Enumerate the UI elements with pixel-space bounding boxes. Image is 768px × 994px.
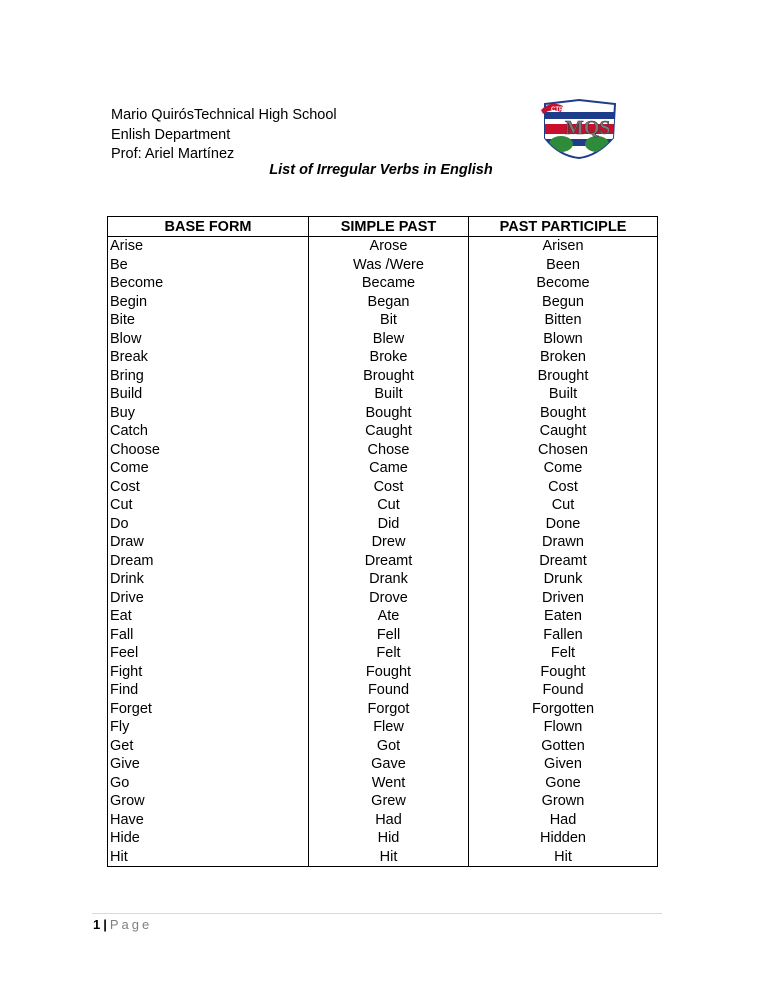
past-participle-cell: Forgotten — [469, 700, 658, 719]
simple-past-cell: Blew — [309, 330, 469, 349]
simple-past-cell: Hit — [309, 848, 469, 867]
base-form-cell: Do — [108, 515, 309, 534]
past-participle-cell: Had — [469, 811, 658, 830]
base-form-cell: Come — [108, 459, 309, 478]
table-row — [108, 552, 658, 571]
simple-past-cell: Brought — [309, 367, 469, 386]
past-participle-cell: Arisen — [469, 237, 658, 256]
past-participle-cell: Drawn — [469, 533, 658, 552]
simple-past-cell: Built — [309, 385, 469, 404]
base-form-cell: Bite — [108, 311, 309, 330]
base-form-cell: Have — [108, 811, 309, 830]
past-participle-cell: Gotten — [469, 737, 658, 756]
table-row — [108, 774, 658, 793]
base-form-cell: Bring — [108, 367, 309, 386]
school-name: Mario QuirósTechnical High School — [111, 107, 337, 123]
document-title: List of Irregular Verbs in English — [269, 162, 493, 178]
table-row — [108, 256, 658, 275]
base-form-cell: Get — [108, 737, 309, 756]
table-row — [108, 607, 658, 626]
simple-past-cell: Grew — [309, 792, 469, 811]
base-form-cell: Buy — [108, 404, 309, 423]
base-form-cell: Feel — [108, 644, 309, 663]
past-participle-cell: Drunk — [469, 570, 658, 589]
logo-letters: MQS — [565, 117, 611, 139]
department-name: Enlish Department — [111, 126, 231, 143]
simple-past-cell: Hid — [309, 829, 469, 848]
past-participle-cell: Driven — [469, 589, 658, 608]
base-form-cell: Fall — [108, 626, 309, 645]
base-form-cell: Catch — [108, 422, 309, 441]
table-row — [108, 515, 658, 534]
base-form-cell: Choose — [108, 441, 309, 460]
simple-past-cell: Dreamt — [309, 552, 469, 571]
teacher-name: Prof: Ariel Martínez — [111, 146, 235, 162]
simple-past-cell: Found — [309, 681, 469, 700]
past-participle-cell: Given — [469, 755, 658, 774]
table-row — [108, 811, 658, 830]
past-participle-cell: Brought — [469, 367, 658, 386]
base-form-cell: Find — [108, 681, 309, 700]
past-participle-cell: Hidden — [469, 829, 658, 848]
simple-past-cell: Had — [309, 811, 469, 830]
table-row — [108, 237, 658, 256]
school-logo — [537, 98, 621, 160]
simple-past-cell: Flew — [309, 718, 469, 737]
simple-past-cell: Drank — [309, 570, 469, 589]
table-row — [108, 570, 658, 589]
simple-past-cell: Became — [309, 274, 469, 293]
table-row — [108, 644, 658, 663]
table-row — [108, 792, 658, 811]
past-participle-cell: Eaten — [469, 607, 658, 626]
simple-past-cell: Drove — [309, 589, 469, 608]
simple-past-cell: Came — [309, 459, 469, 478]
past-participle-cell: Cut — [469, 496, 658, 515]
table-body — [108, 237, 658, 867]
simple-past-cell: Bit — [309, 311, 469, 330]
past-participle-cell: Fallen — [469, 626, 658, 645]
page-number: 1 — [93, 917, 101, 932]
table-row — [108, 348, 658, 367]
past-participle-cell: Gone — [469, 774, 658, 793]
table-row — [108, 274, 658, 293]
base-form-cell: Drive — [108, 589, 309, 608]
past-participle-cell: Caught — [469, 422, 658, 441]
past-participle-cell: Hit — [469, 848, 658, 867]
past-participle-cell: Become — [469, 274, 658, 293]
simple-past-cell: Chose — [309, 441, 469, 460]
past-participle-cell: Cost — [469, 478, 658, 497]
simple-past-cell: Caught — [309, 422, 469, 441]
table-row — [108, 755, 658, 774]
page-footer — [93, 917, 152, 932]
table-row — [108, 829, 658, 848]
simple-past-cell: Began — [309, 293, 469, 312]
table-row — [108, 478, 658, 497]
base-form-cell: Go — [108, 774, 309, 793]
simple-past-cell: Got — [309, 737, 469, 756]
past-participle-cell: Grown — [469, 792, 658, 811]
past-participle-cell: Chosen — [469, 441, 658, 460]
past-participle-cell: Broken — [469, 348, 658, 367]
past-participle-cell: Flown — [469, 718, 658, 737]
table-row — [108, 293, 658, 312]
base-form-cell: Begin — [108, 293, 309, 312]
base-form-cell: Arise — [108, 237, 309, 256]
simple-past-cell: Was /Were — [309, 256, 469, 275]
table-row — [108, 626, 658, 645]
simple-past-cell: Drew — [309, 533, 469, 552]
table-header-row — [108, 217, 658, 237]
table-row — [108, 441, 658, 460]
simple-past-cell: Ate — [309, 607, 469, 626]
past-participle-cell: Dreamt — [469, 552, 658, 571]
table-row — [108, 848, 658, 867]
irregular-verbs-table — [107, 216, 658, 867]
base-form-cell: Fight — [108, 663, 309, 682]
table-row — [108, 737, 658, 756]
past-participle-cell: Been — [469, 256, 658, 275]
simple-past-cell: Fought — [309, 663, 469, 682]
table-row — [108, 718, 658, 737]
base-form-cell: Dream — [108, 552, 309, 571]
past-participle-cell: Built — [469, 385, 658, 404]
base-form-cell: Give — [108, 755, 309, 774]
table-row — [108, 700, 658, 719]
simple-past-cell: Broke — [309, 348, 469, 367]
simple-past-cell: Forgot — [309, 700, 469, 719]
simple-past-cell: Went — [309, 774, 469, 793]
simple-past-cell: Cost — [309, 478, 469, 497]
page-label: Page — [109, 917, 153, 932]
table-row — [108, 385, 658, 404]
document-header — [111, 106, 337, 165]
base-form-cell: Cut — [108, 496, 309, 515]
header-simple-past: SIMPLE PAST — [309, 217, 469, 237]
table-row — [108, 589, 658, 608]
base-form-cell: Build — [108, 385, 309, 404]
past-participle-cell: Blown — [469, 330, 658, 349]
past-participle-cell: Found — [469, 681, 658, 700]
table-row — [108, 330, 658, 349]
table-row — [108, 459, 658, 478]
base-form-cell: Forget — [108, 700, 309, 719]
past-participle-cell: Come — [469, 459, 658, 478]
table-row — [108, 681, 658, 700]
past-participle-cell: Felt — [469, 644, 658, 663]
base-form-cell: Draw — [108, 533, 309, 552]
simple-past-cell: Felt — [309, 644, 469, 663]
past-participle-cell: Bitten — [469, 311, 658, 330]
base-form-cell: Drink — [108, 570, 309, 589]
base-form-cell: Be — [108, 256, 309, 275]
logo-top-text: CTP — [551, 107, 563, 113]
table-row — [108, 422, 658, 441]
simple-past-cell: Fell — [309, 626, 469, 645]
base-form-cell: Blow — [108, 330, 309, 349]
table-row — [108, 533, 658, 552]
footer-separator: | — [103, 917, 107, 932]
past-participle-cell: Fought — [469, 663, 658, 682]
simple-past-cell: Did — [309, 515, 469, 534]
past-participle-cell: Done — [469, 515, 658, 534]
table-row — [108, 663, 658, 682]
simple-past-cell: Gave — [309, 755, 469, 774]
base-form-cell: Become — [108, 274, 309, 293]
header-base-form: BASE FORM — [108, 217, 309, 237]
base-form-cell: Hide — [108, 829, 309, 848]
header-past-participle: PAST PARTICIPLE — [469, 217, 658, 237]
table-row — [108, 496, 658, 515]
base-form-cell: Cost — [108, 478, 309, 497]
simple-past-cell: Cut — [309, 496, 469, 515]
past-participle-cell: Bought — [469, 404, 658, 423]
past-participle-cell: Begun — [469, 293, 658, 312]
base-form-cell: Fly — [108, 718, 309, 737]
base-form-cell: Hit — [108, 848, 309, 867]
simple-past-cell: Arose — [309, 237, 469, 256]
simple-past-cell: Bought — [309, 404, 469, 423]
table-row — [108, 404, 658, 423]
base-form-cell: Eat — [108, 607, 309, 626]
table-row — [108, 367, 658, 386]
base-form-cell: Grow — [108, 792, 309, 811]
table-row — [108, 311, 658, 330]
base-form-cell: Break — [108, 348, 309, 367]
footer-divider — [92, 913, 662, 914]
